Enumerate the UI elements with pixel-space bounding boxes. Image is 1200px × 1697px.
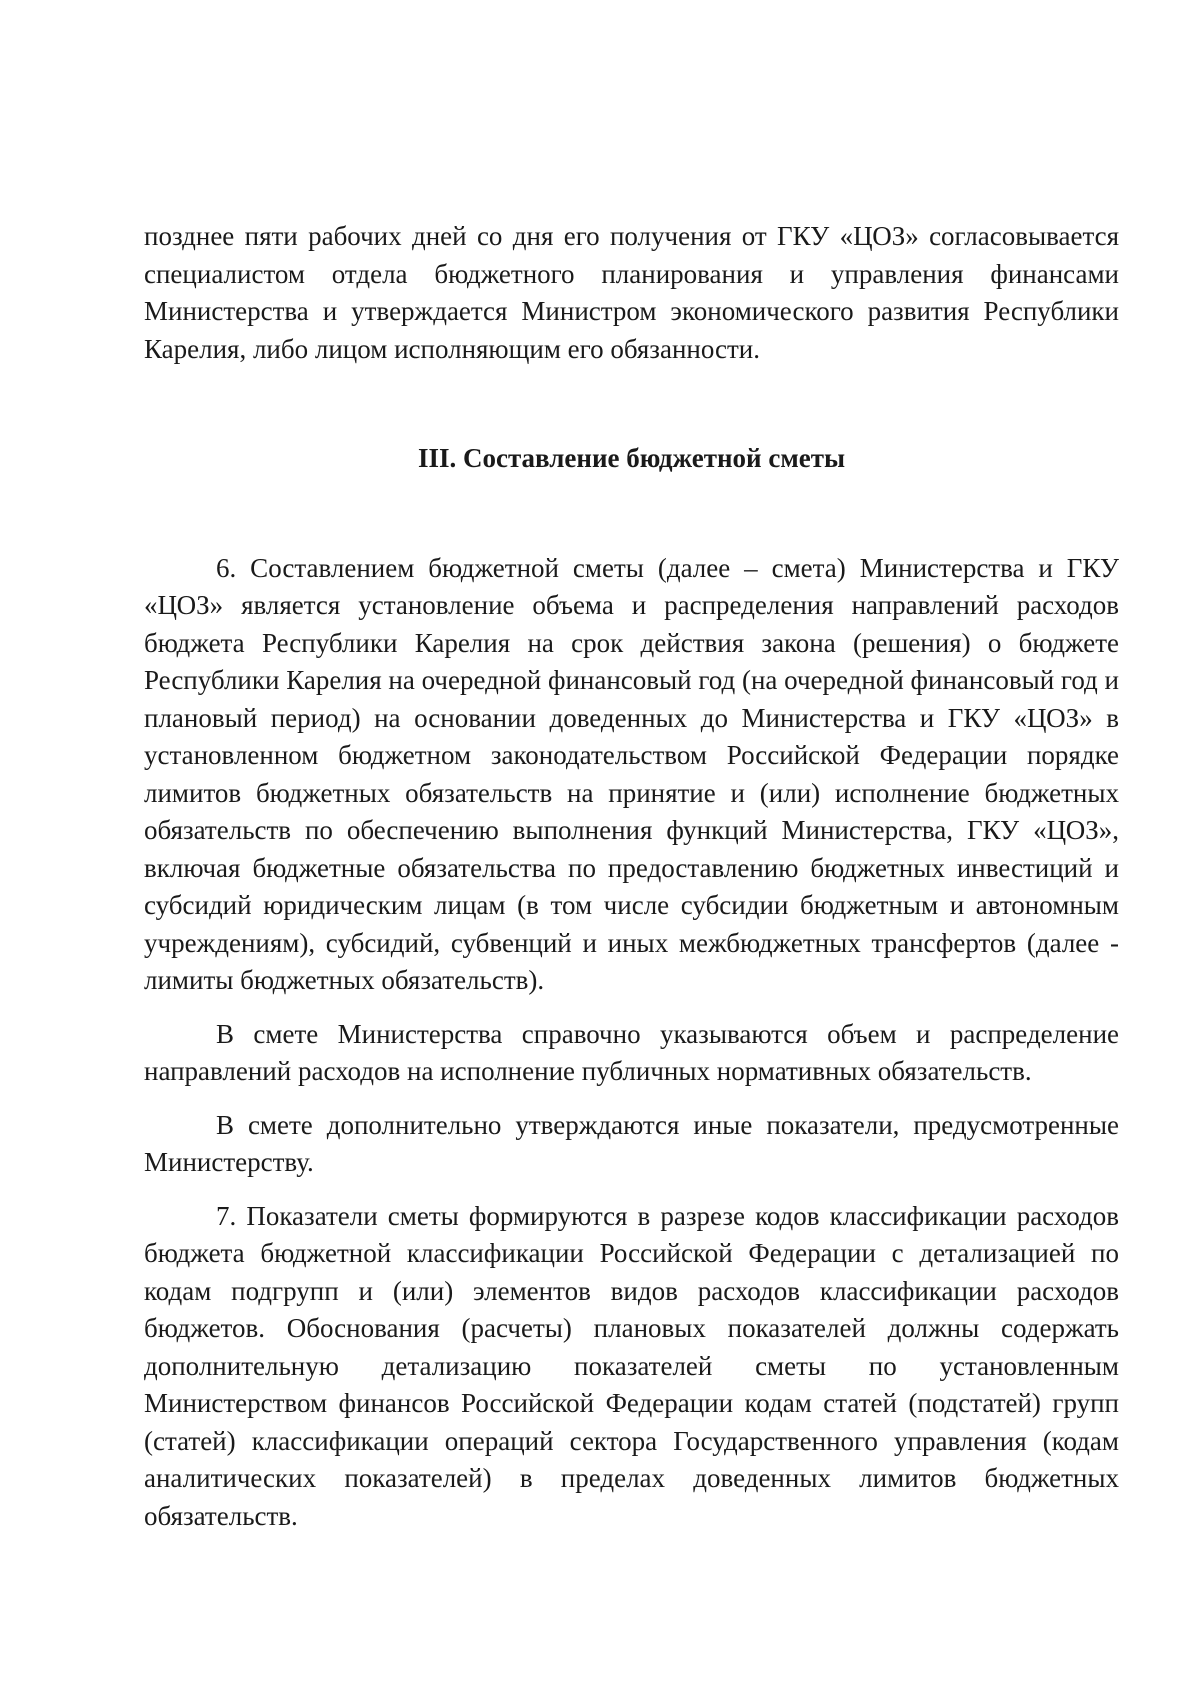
spacer <box>144 478 1119 550</box>
section-heading: III. Составление бюджетной сметы <box>417 443 846 473</box>
paragraph-6: 6. Составлением бюджетной сметы (далее – смета) Министерства и ГКУ «ЦОЗ» является установление объема и распределения направлений расходов бюджета Республики Карелия на срок действия закона (решения) о бюджете Республики Карелия на очередной финансовый год (на очередной финансовый год и плановый период) на основании доведенных до Министерства и ГКУ «ЦОЗ» в установленном бюджетном законодательством Российской Федерации порядке лимитов бюджетных обязательств на принятие и (или) исполнение бюджетных обязательств по обеспечению выполнения функций Министерства, ГКУ «ЦОЗ», включая бюджетные обязательства по предоставлению бюджетных инвестиций и субсидий юридическим лицам (в том числе субсидии бюджетным и автономным учреждениям), субсидий, субвенций и иных межбюджетных трансфертов (далее - лимиты бюджетных обязательств). <box>144 552 1119 995</box>
page-body <box>144 218 1119 1535</box>
paragraph-other-indicators: В смете дополнительно утверждаются иные показатели, предусмотренные Министерству. <box>144 1109 1119 1177</box>
spacer <box>144 1000 1119 1016</box>
paragraph-7: 7. Показатели сметы формируются в разрезе кодов классификации расходов бюджета бюджетной классификации Российской Федерации с детализацией по кодам подгрупп и (или) элементов видов расходов классификации расходов бюджетов. Обоснования (расчеты) плановых показателей должны содержать дополнительную детализацию показателей сметы по установленным Министерством финансов Российской Федерации кодам статей (подстатей) групп (статей) классификации операций сектора Государственного управления (кодам аналитических показателей) в пределах доведенных лимитов бюджетных обязательств. <box>144 1200 1119 1531</box>
intro-paragraph: позднее пяти рабочих дней со дня его получения от ГКУ «ЦОЗ» согласовывается специалистом отдела бюджетного планирования и управления финансами Министерства и утверждается Министром экономического развития Республики Карелия, либо лицом исполняющим его обязанности. <box>144 221 1119 364</box>
spacer <box>144 368 1119 440</box>
spacer <box>144 1182 1119 1198</box>
paragraph-public-obligations: В смете Министерства справочно указываются объем и распределение направлений расходов на исполнение публичных нормативных обязательств. <box>144 1018 1119 1086</box>
spacer <box>144 1091 1119 1107</box>
